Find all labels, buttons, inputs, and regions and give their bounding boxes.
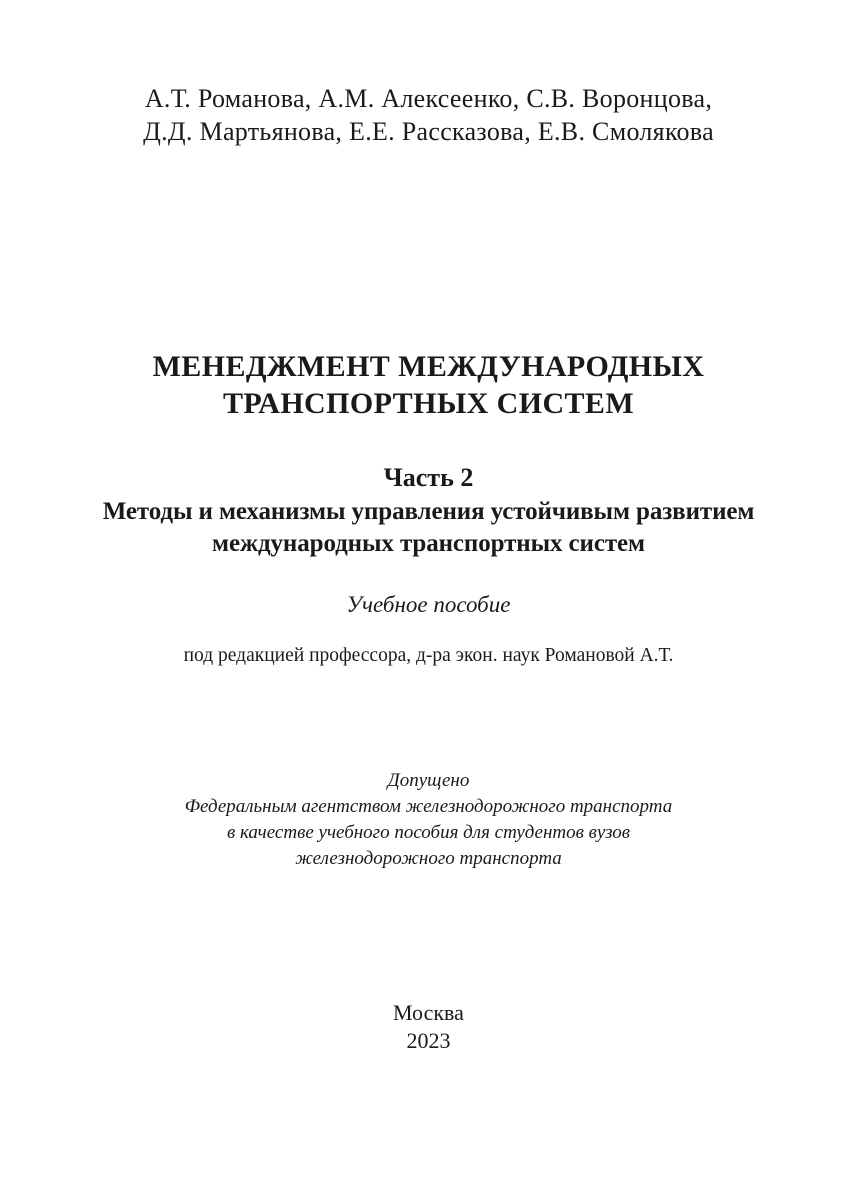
part-number: Часть 2	[383, 463, 474, 492]
approval-line-2: Федеральным агентством железнодорожного транспорта	[184, 796, 673, 817]
imprint	[0, 999, 857, 1055]
approval-note	[0, 768, 857, 872]
approval-line-3: в качестве учебного пособия для студентов вузов	[227, 822, 630, 843]
authors-line-2: Д.Д. Мартьянова, Е.Е. Рассказова, Е.В. Смолякова	[143, 117, 714, 146]
authors-line-1: А.Т. Романова, А.М. Алексеенко, С.В. Воронцова,	[144, 84, 713, 113]
imprint-city: Москва	[393, 1000, 464, 1025]
part-subtitle-line-2: международных транспортных систем	[212, 530, 645, 557]
document-type	[0, 590, 857, 620]
part-subtitle-line-1: Методы и механизмы управления устойчивым развитием	[102, 498, 755, 525]
editor-credit-text: под редакцией профессора, д-ра экон. наук Романовой А.Т.	[183, 645, 674, 666]
approval-line-4: железнодорожного транспорта	[295, 848, 562, 869]
authors	[0, 82, 857, 148]
book-title-line-2: ТРАНСПОРТНЫХ СИСТЕМ	[222, 387, 635, 420]
document-type-text: Учебное пособие	[346, 592, 511, 617]
editor-credit	[0, 643, 857, 669]
book-title-line-1: МЕНЕДЖМЕНТ МЕЖДУНАРОДНЫХ	[152, 350, 705, 383]
imprint-year: 2023	[406, 1028, 451, 1053]
part-subtitle	[0, 496, 857, 560]
book-title	[0, 348, 857, 422]
approval-line-1: Допущено	[387, 770, 470, 791]
part-label	[0, 462, 857, 494]
